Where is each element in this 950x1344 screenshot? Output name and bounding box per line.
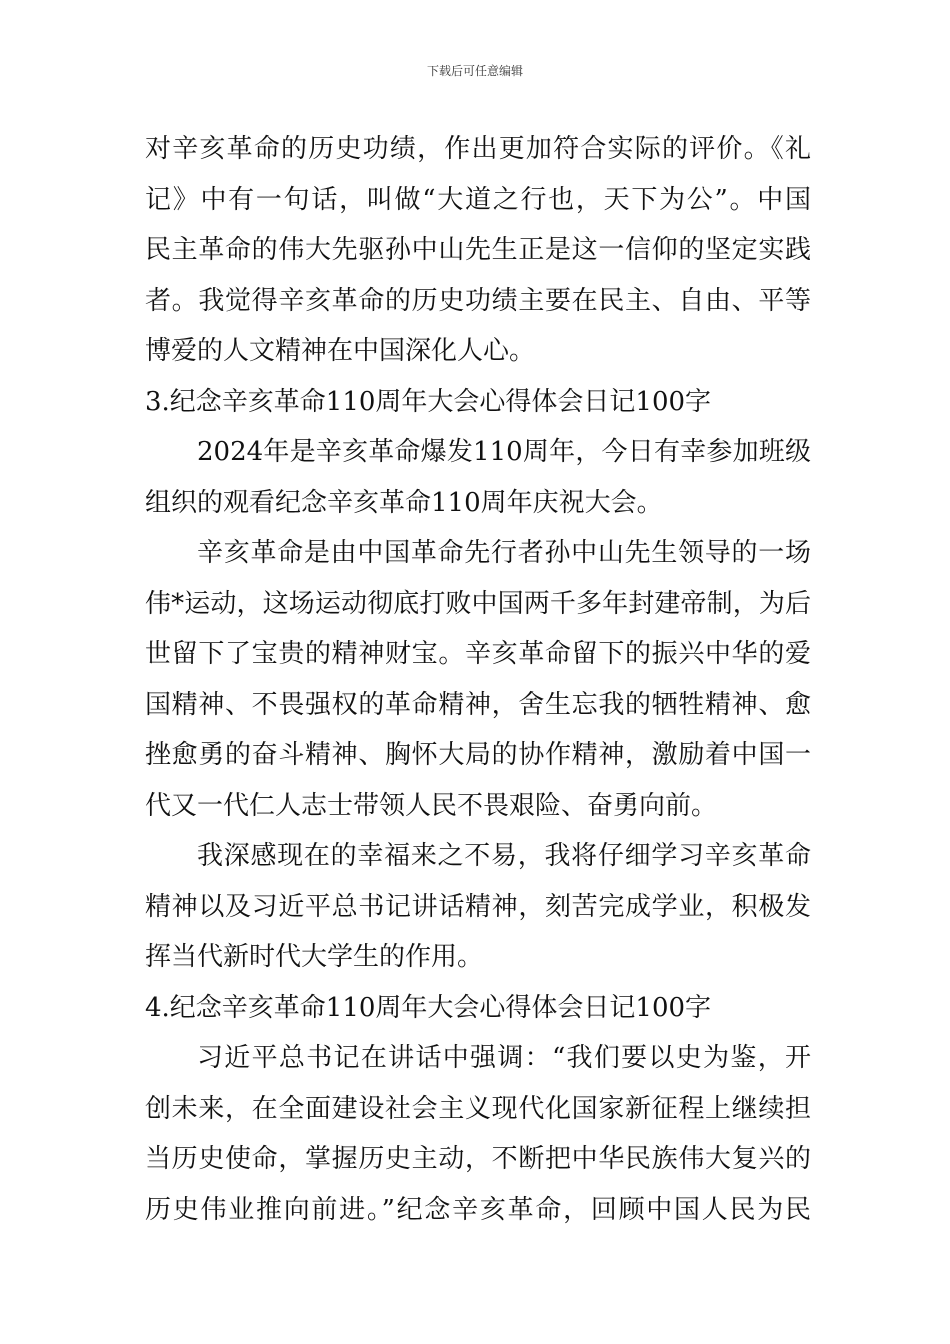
text-line: 世留下了宝贵的精神财宝。辛亥革命留下的振兴中华的爱: [145, 639, 811, 669]
text-line: 组织的观看纪念辛亥革命110周年庆祝大会。: [145, 487, 663, 518]
text-line: 代又一代仁人志士带领人民不畏艰险、奋勇向前。: [145, 790, 718, 821]
text-line: 伟*运动，这场运动彻底打败中国两千多年封建帝制，为后: [145, 588, 811, 619]
text-line: 2024年是辛亥革命爆发110周年，今日有幸参加班级: [197, 437, 811, 467]
document-body: [145, 124, 811, 1235]
text-line: 我深感现在的幸福来之不易，我将仔细学习辛亥革命: [197, 841, 811, 871]
page-header-note: 下载后可任意编辑: [426, 64, 523, 78]
text-line: 者。我觉得辛亥革命的历史功绩主要在民主、自由、平等: [145, 285, 811, 316]
text-line: 国精神、不畏强权的革命精神，舍生忘我的牺牲精神、愈: [145, 689, 811, 720]
text-line: 对辛亥革命的历史功绩，作出更加符合实际的评价。《礼: [145, 134, 811, 164]
text-line: 挥当代新时代大学生的作用。: [145, 942, 484, 972]
text-line: 民主革命的伟大先驱孙中山先生正是这一信仰的坚定实践: [145, 235, 811, 265]
text-line: 习近平总书记在讲话中强调：“我们要以史为鉴，开: [197, 1043, 811, 1073]
text-line: 挫愈勇的奋斗精神、胸怀大局的协作精神，激励着中国一: [145, 740, 811, 770]
text-line: 创未来，在全面建设社会主义现代化国家新征程上继续担: [145, 1093, 811, 1124]
section-heading: 4.纪念辛亥革命110周年大会心得体会日记100字: [145, 992, 712, 1023]
text-line: 辛亥革命是由中国革命先行者孙中山先生领导的一场: [197, 538, 811, 568]
text-line: 精神以及习近平总书记讲话精神，刻苦完成学业，积极发: [145, 891, 811, 922]
text-line: 当历史使命，掌握历史主动，不断把中华民族伟大复兴的: [145, 1144, 811, 1174]
text-line: 历史伟业推向前进。”纪念辛亥革命，回顾中国人民为民: [145, 1194, 811, 1225]
section-heading: 3.纪念辛亥革命110周年大会心得体会日记100字: [145, 386, 712, 417]
text-line: 记》中有一句话，叫做“大道之行也，天下为公”。中国: [145, 184, 811, 215]
text-line: 博爱的人文精神在中国深化人心。: [145, 336, 536, 366]
